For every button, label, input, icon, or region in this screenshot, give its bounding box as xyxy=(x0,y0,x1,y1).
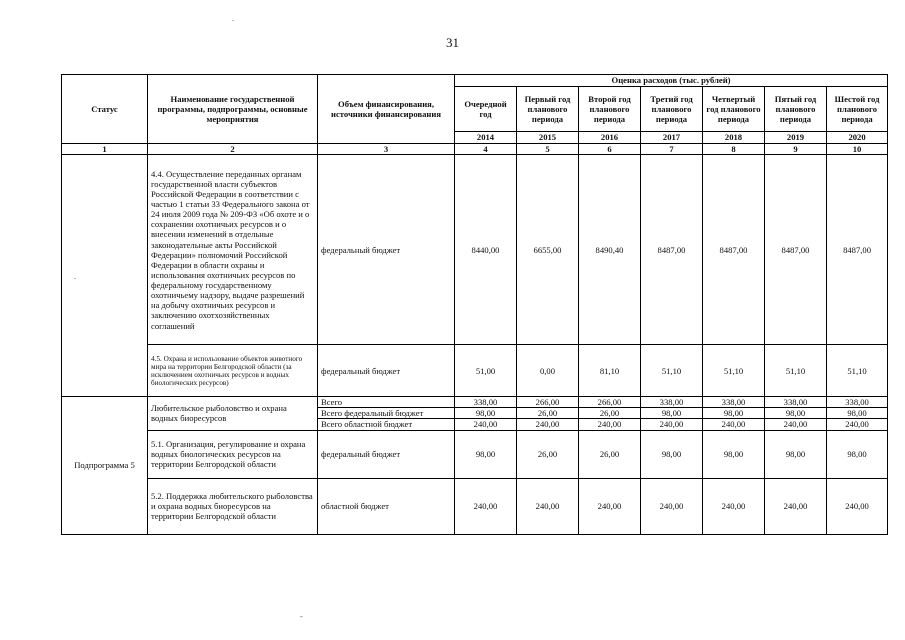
value-cell: 240,00 xyxy=(765,419,827,430)
value-cell: 6655,00 xyxy=(517,155,579,345)
table-row xyxy=(62,430,888,478)
value-cell: 98,00 xyxy=(765,430,827,478)
activity-name: 5.1. Организация, регулирование и охрана водных биологических ресурсов на территории Белгородской области xyxy=(148,430,318,478)
value-cell: 51,10 xyxy=(641,345,703,397)
value-cell: 26,00 xyxy=(579,408,641,419)
value-cell: 98,00 xyxy=(765,408,827,419)
expenditure-table xyxy=(61,74,888,535)
value-cell: 26,00 xyxy=(579,430,641,478)
value-cell: 8440,00 xyxy=(455,155,517,345)
value-cell: 240,00 xyxy=(579,419,641,430)
header-name: Наименование государственной программы, подпрограммы, основные мероприятия xyxy=(148,75,318,144)
value-cell: 8490,40 xyxy=(579,155,641,345)
value-cell: 0,00 xyxy=(517,345,579,397)
year-label: Третий год планового периода xyxy=(641,87,703,132)
page-number: 31 xyxy=(446,35,459,50)
column-number-row xyxy=(62,144,888,155)
year-value: 2019 xyxy=(765,132,827,144)
year-label: Четвертый год планового периода xyxy=(703,87,765,132)
value-cell: 240,00 xyxy=(703,478,765,534)
value-cell: 240,00 xyxy=(517,419,579,430)
column-number: 1 xyxy=(62,144,148,155)
value-cell: 240,00 xyxy=(703,419,765,430)
year-value: 2014 xyxy=(455,132,517,144)
subprogram-name: Любительское рыболовство и охрана водных биоресурсов xyxy=(148,397,318,430)
header-status: Статус xyxy=(62,75,148,144)
funding-source: федеральный бюджет xyxy=(318,430,455,478)
value-cell: 240,00 xyxy=(765,478,827,534)
column-number: 3 xyxy=(318,144,455,155)
value-cell: 240,00 xyxy=(455,478,517,534)
year-value: 2017 xyxy=(641,132,703,144)
funding-source: Всего областной бюджет xyxy=(318,419,455,430)
column-number: 4 xyxy=(455,144,517,155)
year-label: Шестой год планового периода xyxy=(827,87,888,132)
value-cell: 240,00 xyxy=(579,478,641,534)
year-value: 2016 xyxy=(579,132,641,144)
value-cell: 8487,00 xyxy=(765,155,827,345)
value-cell: 98,00 xyxy=(455,408,517,419)
value-cell: 81,10 xyxy=(579,345,641,397)
column-number: 5 xyxy=(517,144,579,155)
value-cell: 338,00 xyxy=(765,397,827,408)
funding-source: федеральный бюджет xyxy=(318,155,455,345)
header-funding: Объем финансирования, источники финансирования xyxy=(318,75,455,144)
value-cell: 338,00 xyxy=(703,397,765,408)
value-cell: 338,00 xyxy=(827,397,888,408)
table-row xyxy=(62,345,888,397)
value-cell: 26,00 xyxy=(517,408,579,419)
column-number: 9 xyxy=(765,144,827,155)
column-number: 2 xyxy=(148,144,318,155)
year-value: 2015 xyxy=(517,132,579,144)
value-cell: 51,10 xyxy=(827,345,888,397)
value-cell: 338,00 xyxy=(641,397,703,408)
value-cell: 240,00 xyxy=(827,478,888,534)
scan-dot: . xyxy=(74,272,76,281)
table-row xyxy=(62,478,888,534)
year-label: Второй год планового периода xyxy=(579,87,641,132)
scan-dot: - xyxy=(300,612,303,621)
value-cell: 98,00 xyxy=(703,430,765,478)
value-cell: 98,00 xyxy=(641,430,703,478)
value-cell: 240,00 xyxy=(517,478,579,534)
funding-source: областной бюджет xyxy=(318,478,455,534)
funding-source: Всего xyxy=(318,397,455,408)
value-cell: 51,10 xyxy=(765,345,827,397)
value-cell: 98,00 xyxy=(827,430,888,478)
value-cell: 240,00 xyxy=(827,419,888,430)
value-cell: 51,10 xyxy=(703,345,765,397)
value-cell: 98,00 xyxy=(641,408,703,419)
status-cell xyxy=(62,155,148,397)
subprogram-status: Подпрограмма 5 xyxy=(62,397,148,534)
value-cell: 8487,00 xyxy=(703,155,765,345)
year-label: Первый год планового периода xyxy=(517,87,579,132)
column-number: 10 xyxy=(827,144,888,155)
value-cell: 98,00 xyxy=(703,408,765,419)
value-cell: 266,00 xyxy=(579,397,641,408)
column-number: 8 xyxy=(703,144,765,155)
value-cell: 240,00 xyxy=(641,478,703,534)
table-row xyxy=(62,155,888,345)
scan-dot: . xyxy=(232,14,234,23)
value-cell: 8487,00 xyxy=(827,155,888,345)
subprogram-total-row xyxy=(62,397,888,408)
year-label: Пятый год планового периода xyxy=(765,87,827,132)
value-cell: 98,00 xyxy=(827,408,888,419)
value-cell: 51,00 xyxy=(455,345,517,397)
header-estimate: Оценка расходов (тыс. рублей) xyxy=(455,75,888,87)
value-cell: 8487,00 xyxy=(641,155,703,345)
activity-name: 4.4. Осуществление переданных органам государственной власти субъектов Российской Федерации в соответствии с частью 1 статьи 33 Федерального закона от 24 июля 2009 года № 209-ФЗ «Об охоте и о сохранении охотничьих ресурсов и о внесении изменений в отдельные законодательные акты Российской Федерации» полномочий Российской Федерации в области охраны и использования охотничьих ресурсов по федеральному государственному охотничьему надзору, выдаче разрешений на добычу охотничьих ресурсов и заключению охотхозяйственных соглашений xyxy=(148,155,318,345)
value-cell: 240,00 xyxy=(455,419,517,430)
value-cell: 240,00 xyxy=(641,419,703,430)
value-cell: 338,00 xyxy=(455,397,517,408)
column-number: 6 xyxy=(579,144,641,155)
value-cell: 266,00 xyxy=(517,397,579,408)
year-label: Очередной год xyxy=(455,87,517,132)
value-cell: 26,00 xyxy=(517,430,579,478)
column-number: 7 xyxy=(641,144,703,155)
year-value: 2020 xyxy=(827,132,888,144)
value-cell: 98,00 xyxy=(455,430,517,478)
funding-source: федеральный бюджет xyxy=(318,345,455,397)
funding-source: Всего федеральный бюджет xyxy=(318,408,455,419)
activity-name: 5.2. Поддержка любительского рыболовства и охрана водных биоресурсов на территории Белгородской области xyxy=(148,478,318,534)
activity-name: 4.5. Охрана и использование объектов животного мира на территории Белгородской области (за исключением охотничьих ресурсов и водных биологических ресурсов) xyxy=(148,345,318,397)
year-value: 2018 xyxy=(703,132,765,144)
header-row-top xyxy=(62,75,888,87)
